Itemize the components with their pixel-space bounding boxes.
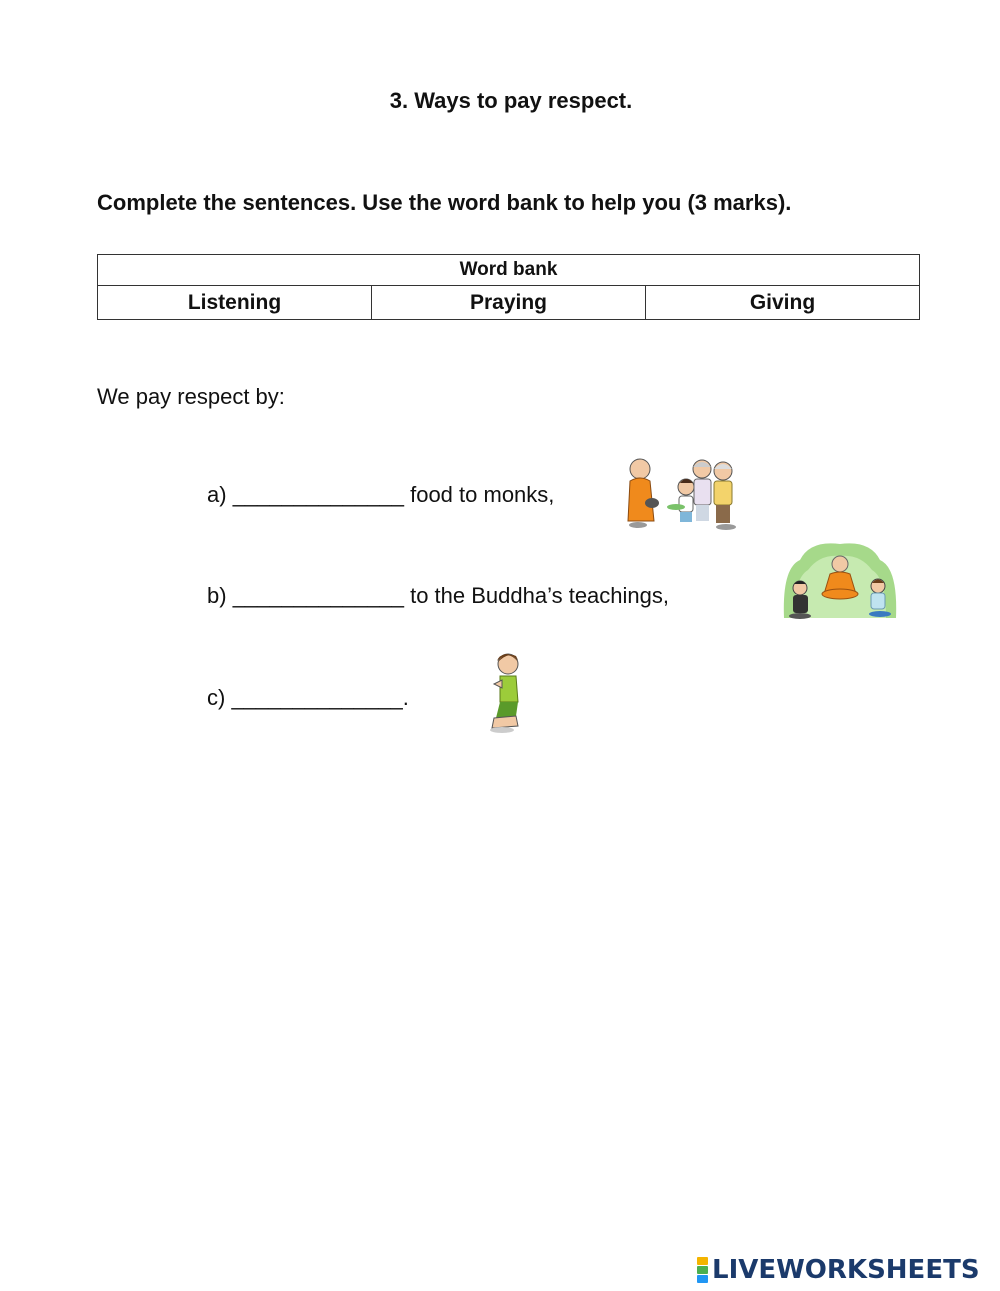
word-bank-header: Word bank (98, 255, 920, 286)
sentence-a (207, 482, 554, 508)
sentence-c (207, 685, 409, 711)
sentence-b-blank[interactable]: ______________ (232, 583, 404, 608)
word-bank-word-listening: Listening (98, 286, 372, 320)
liveworksheets-logo (697, 1255, 980, 1285)
instructions: Complete the sentences. Use the word bank to help you (3 marks). (97, 190, 792, 215)
word-bank-table (97, 254, 920, 320)
intro-text: We pay respect by: (97, 384, 285, 409)
sentence-c-label: c) (207, 685, 226, 710)
listening-illustration (780, 538, 900, 624)
giving-food-illustration (622, 455, 742, 535)
sentence-c-text: . (402, 685, 409, 710)
sentence-c-blank[interactable]: ______________ (231, 685, 403, 710)
sentence-b-text: to the Buddha’s teachings, (403, 583, 669, 608)
word-bank-word-giving: Giving (646, 286, 920, 320)
word-bank-word-praying: Praying (372, 286, 646, 320)
logo-blocks-icon (697, 1257, 708, 1283)
worksheet-title: 3. Ways to pay respect. (389, 88, 633, 113)
sentence-a-text: food to monks, (403, 482, 555, 507)
sentence-a-blank[interactable]: ______________ (232, 482, 404, 507)
praying-illustration (480, 650, 526, 734)
logo-text: LIVEWORKSHEETS (712, 1255, 980, 1285)
sentence-b (207, 583, 669, 609)
sentence-b-label: b) (207, 583, 227, 608)
sentence-a-label: a) (207, 482, 227, 507)
